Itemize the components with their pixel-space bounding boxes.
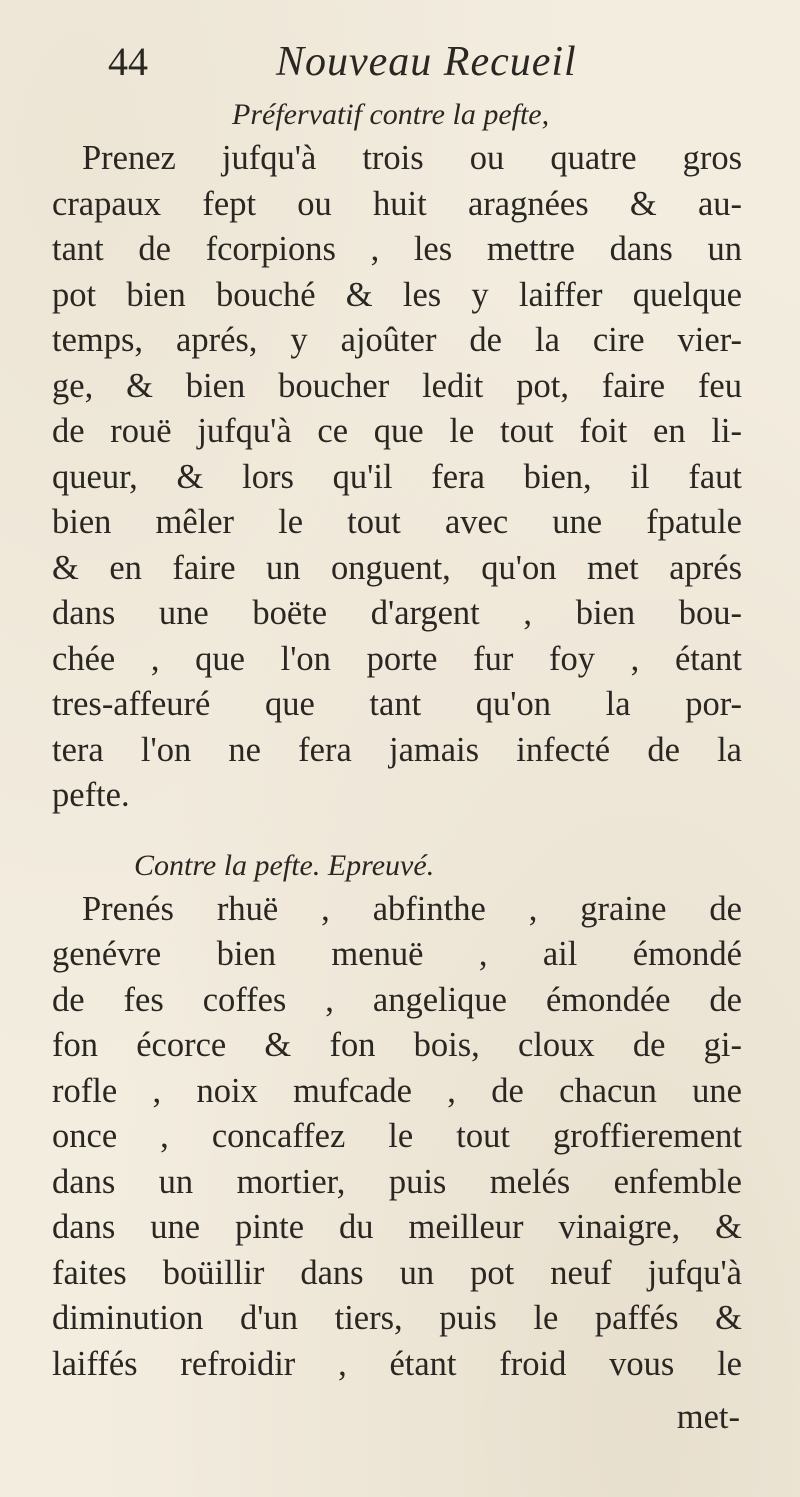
page-number: 44 — [108, 39, 148, 84]
text-line: dans une pinte du meilleur vinaigre, & — [52, 1208, 742, 1246]
text-line: laiffés refroidir , étant froid vous le — [52, 1344, 742, 1383]
text-line: once , concaffez le tout groffierement — [52, 1117, 742, 1155]
catchword: met- — [676, 1398, 740, 1436]
text-line: Prenez jufqu'à trois ou quatre gros — [82, 139, 742, 177]
text-line: tant de fcorpions , les mettre dans un — [52, 230, 742, 268]
text-line: faites boüillir dans un pot neuf jufqu'à — [52, 1253, 742, 1292]
text-line: de rouë jufqu'à ce que le tout foit en li- — [52, 412, 742, 450]
text-line: fon écorce & fon bois, cloux de gi- — [52, 1026, 742, 1064]
section-paragraph — [52, 887, 742, 1388]
text-line: & en faire un onguent, qu'on met aprés — [52, 548, 742, 587]
text-line: ge, & bien boucher ledit pot, faire feu — [52, 366, 742, 405]
text-line: diminution d'un tiers, puis le paffés & — [52, 1299, 742, 1337]
text-line: Prenés rhuë , abfinthe , graine de — [82, 889, 742, 928]
text-line: rofle , noix mufcade , de chacun une — [52, 1071, 742, 1110]
text-line: dans un mortier, puis melés enfemble — [52, 1162, 742, 1201]
text-line: genévre bien menuë , ail émondé — [52, 935, 742, 973]
page-header — [108, 38, 668, 98]
text-line: bien mêler le tout avec une fpatule — [52, 503, 742, 541]
text-line: pefte. — [52, 776, 130, 814]
text-line: queur, & lors qu'il fera bien, il faut — [52, 457, 742, 496]
section-paragraph — [52, 136, 742, 819]
text-line: dans une boëte d'argent , bien bou- — [52, 594, 742, 632]
section-heading: Préfervatif contre la pefte, — [232, 98, 550, 131]
text-line: de fes coffes , angelique émondée de — [52, 980, 742, 1019]
running-title: Nouveau Recueil — [276, 39, 577, 85]
body-text — [52, 94, 742, 1387]
text-line: crapaux fept ou huit aragnées & au- — [52, 184, 742, 223]
text-line: temps, aprés, y ajoûter de la cire vier- — [52, 321, 742, 359]
section-heading: Contre la pefte. Epreuvé. — [134, 848, 435, 882]
text-line: chée , que l'on porte fur foy , étant — [52, 639, 742, 678]
text-line: tres-affeuré que tant qu'on la por- — [52, 685, 742, 723]
text-line: tera l'on ne fera jamais infecté de la — [52, 730, 742, 769]
text-line: pot bien bouché & les y laiffer quelque — [52, 275, 742, 314]
